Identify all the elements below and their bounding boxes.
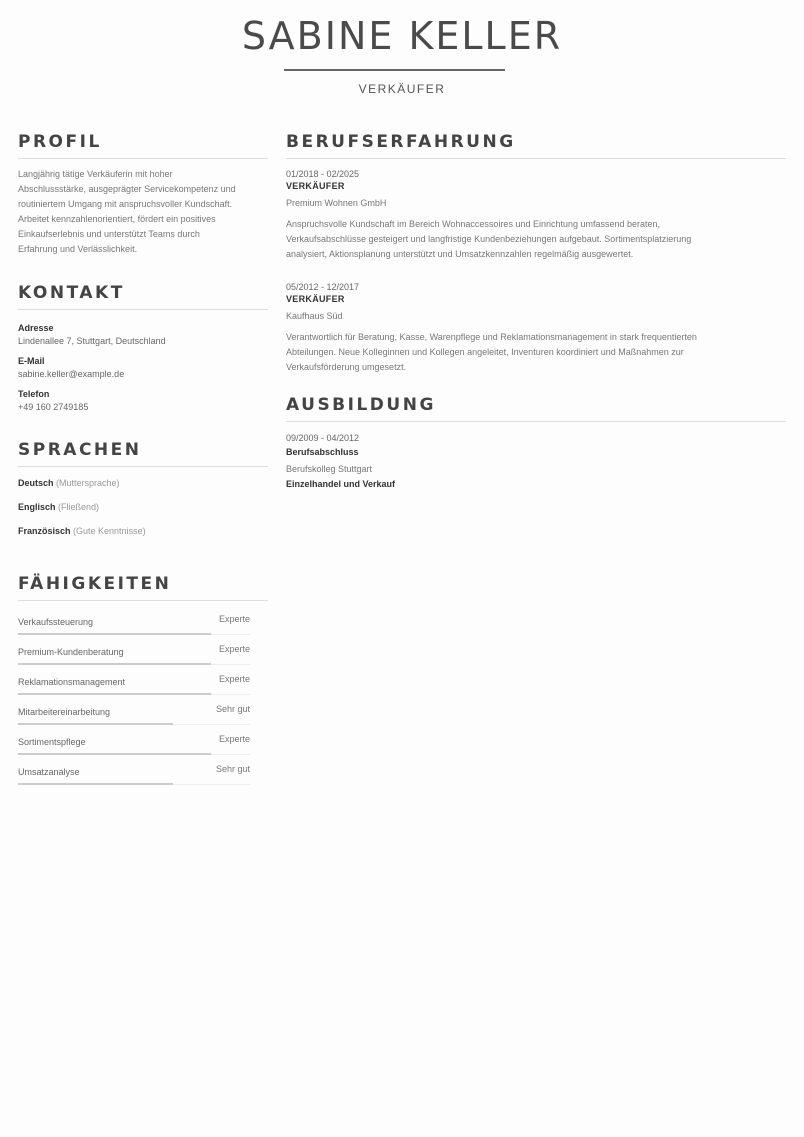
skill-name: Mitarbeitereinarbeitung (18, 707, 111, 717)
experience-description-line: Abteilungen. Neue Kolleginnen und Kollegen angeleitet, Inventuren koordiniert und Maßnahmen zur (286, 347, 684, 357)
skills-heading: FÄHIGKEITEN (18, 574, 268, 601)
language-name: Französisch (18, 526, 71, 536)
education-field: Einzelhandel und Verkauf (286, 479, 396, 489)
skill-row (18, 641, 250, 671)
candidate-name: SABINE KELLER (241, 14, 563, 58)
experience-dates: 01/2018 - 02/2025 (286, 169, 360, 179)
skill-name: Verkaufssteuerung (18, 617, 94, 627)
profile-line: routiniertem Umgang mit anspruchsvoller Kundschaft. (18, 199, 233, 209)
language-item (18, 478, 120, 488)
skill-level: Experte (218, 674, 250, 684)
experience-company: Premium Wohnen GmbH (286, 198, 387, 208)
contact-address-value: Lindenallee 7, Stuttgart, Deutschland (18, 336, 166, 346)
language-level: (Muttersprache) (56, 478, 120, 488)
languages-heading: SPRACHEN (18, 440, 268, 467)
experience-description-line: analysiert, Aktionsplanung unterstützt und Umsatzkennzahlen regelmäßig ausgewertet. (286, 249, 634, 259)
skill-level: Sehr gut (215, 764, 250, 774)
skill-bar-fill (18, 783, 173, 785)
language-name: Englisch (18, 502, 56, 512)
contact-phone-value: +49 160 2749185 (18, 402, 89, 412)
education-dates: 09/2009 - 04/2012 (286, 433, 360, 443)
skill-name: Sortimentspflege (18, 737, 86, 747)
profile-line: Abschlussstärke, ausgeprägter Servicekompetenz und (18, 184, 236, 194)
contact-email-label: E-Mail (18, 356, 45, 366)
experience-description-line: Verkaufsförderung umgesetzt. (286, 362, 407, 372)
education-degree: Berufsabschluss (286, 447, 359, 457)
experience-heading: BERUFSERFAHRUNG (286, 132, 786, 159)
skill-name: Umsatzanalyse (18, 767, 80, 777)
language-level: (Fließend) (58, 502, 100, 512)
contact-address-label: Adresse (18, 323, 54, 333)
candidate-title: VERKÄUFER (358, 82, 446, 96)
skill-bar-fill (18, 633, 211, 635)
skill-level: Experte (218, 644, 250, 654)
language-name: Deutsch (18, 478, 54, 488)
education-heading: AUSBILDUNG (286, 395, 786, 422)
contact-heading: KONTAKT (18, 283, 268, 310)
skill-row (18, 731, 250, 761)
header-divider (284, 69, 505, 71)
skill-name: Premium-Kundenberatung (18, 647, 124, 657)
skill-bar-fill (18, 753, 211, 755)
profile-line: Arbeitet kennzahlenorientiert, fördert ein positives (18, 214, 216, 224)
profile-heading: PROFIL (18, 132, 268, 159)
education-school: Berufskolleg Stuttgart (286, 464, 373, 474)
profile-line: Erfahrung und Verlässlichkeit. (18, 244, 138, 254)
skill-bar-fill (18, 693, 211, 695)
experience-role: VERKÄUFER (286, 181, 345, 191)
skill-row (18, 701, 250, 731)
skill-name: Reklamationsmanagement (18, 677, 126, 687)
experience-company: Kaufhaus Süd (286, 311, 343, 321)
skill-row (18, 761, 250, 791)
language-item (18, 526, 146, 536)
skill-level: Experte (218, 734, 250, 744)
profile-line: Einkaufserlebnis und unterstützt Teams durch (18, 229, 200, 239)
profile-line: Langjährig tätige Verkäuferin mit hoher (18, 169, 173, 179)
skill-level: Experte (218, 614, 250, 624)
skill-bar-fill (18, 663, 211, 665)
skill-row (18, 671, 250, 701)
language-item (18, 502, 99, 512)
contact-email-value: sabine.keller@example.de (18, 369, 125, 379)
skill-bar-fill (18, 723, 173, 725)
language-level: (Gute Kenntnisse) (73, 526, 146, 536)
experience-description-line: Verantwortlich für Beratung, Kasse, Warenpflege und Reklamationsmanagement in stark frequentierten (286, 332, 697, 342)
skill-level: Sehr gut (215, 704, 250, 714)
experience-description-line: Anspruchsvolle Kundschaft im Bereich Wohnaccessoires und Einrichtung umfassend beraten, (286, 219, 661, 229)
experience-role: VERKÄUFER (286, 294, 345, 304)
experience-dates: 05/2012 - 12/2017 (286, 282, 360, 292)
contact-phone-label: Telefon (18, 389, 50, 399)
experience-description-line: Verkaufsabschlüsse gesteigert und langfristige Kundenbeziehungen aufgebaut. Sortimentsplatzierung (286, 234, 692, 244)
skill-row (18, 611, 250, 641)
